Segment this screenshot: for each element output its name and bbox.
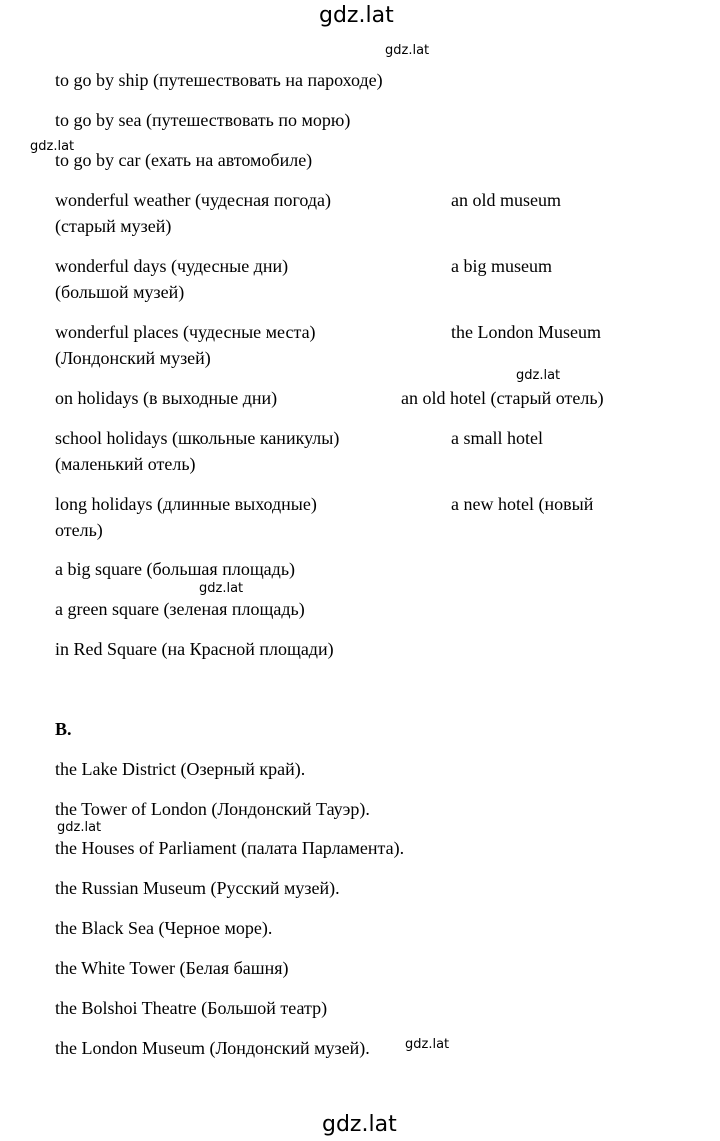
phrase-line: the Houses of Parliament (палата Парламента). xyxy=(55,838,405,858)
phrase-line: a green square (зеленая площадь) xyxy=(55,599,305,619)
phrase-right: the London Museum xyxy=(451,322,601,342)
phrase-line: wonderful weather (чудесная погода) xyxy=(55,190,332,210)
phrase-line: the Russian Museum (Русский музей). xyxy=(55,878,340,898)
phrase-right: a new hotel (новый xyxy=(451,494,594,514)
phrase-line: school holidays (школьные каникулы) xyxy=(55,428,340,448)
phrase-line: to go by car (ехать на автомобиле) xyxy=(55,150,313,170)
phrase-line: on holidays (в выходные дни) xyxy=(55,388,278,408)
phrase-line: long holidays (длинные выходные) xyxy=(55,494,317,514)
phrase-line: the Lake District (Озерный край). xyxy=(55,759,306,779)
phrase-line: the Black Sea (Черное море). xyxy=(55,918,273,938)
watermark-small: gdz.lat xyxy=(385,43,430,58)
watermark-small: gdz.lat xyxy=(199,581,244,596)
phrase-line: to go by sea (путешествовать по морю) xyxy=(55,110,351,130)
phrase-line: (старый музей) xyxy=(55,216,172,236)
phrase-line: (Лондонский музей) xyxy=(55,348,211,368)
phrase-right: a small hotel xyxy=(451,428,543,448)
phrase-line: to go by ship (путешествовать на пароходе) xyxy=(55,70,383,90)
phrase-line: in Red Square (на Красной площади) xyxy=(55,639,334,659)
phrase-right: an old hotel (старый отель) xyxy=(401,388,604,408)
phrase-line: wonderful days (чудесные дни) xyxy=(55,256,289,276)
phrase-right: an old museum xyxy=(451,190,561,210)
phrase-right: a big museum xyxy=(451,256,552,276)
phrase-line: the White Tower (Белая башня) xyxy=(55,958,289,978)
phrase-line: a big square (большая площадь) xyxy=(55,559,296,579)
watermark-small: gdz.lat xyxy=(30,139,75,154)
watermark-small: gdz.lat xyxy=(57,820,102,835)
watermark-small: gdz.lat xyxy=(516,368,561,383)
watermark-bottom: gdz.lat xyxy=(322,1112,397,1137)
phrase-line: wonderful places (чудесные места) xyxy=(55,322,316,342)
watermark-top: gdz.lat xyxy=(319,3,394,28)
phrase-line: the London Museum (Лондонский музей). xyxy=(55,1038,370,1058)
phrase-line: the Bolshoi Theatre (Большой театр) xyxy=(55,998,328,1018)
phrase-line: (большой музей) xyxy=(55,282,185,302)
phrase-line: (маленький отель) xyxy=(55,454,196,474)
watermark-small: gdz.lat xyxy=(405,1037,450,1052)
phrase-line: the Tower of London (Лондонский Тауэр). xyxy=(55,799,370,819)
section-heading: B. xyxy=(55,719,72,739)
phrase-line: отель) xyxy=(55,520,103,540)
